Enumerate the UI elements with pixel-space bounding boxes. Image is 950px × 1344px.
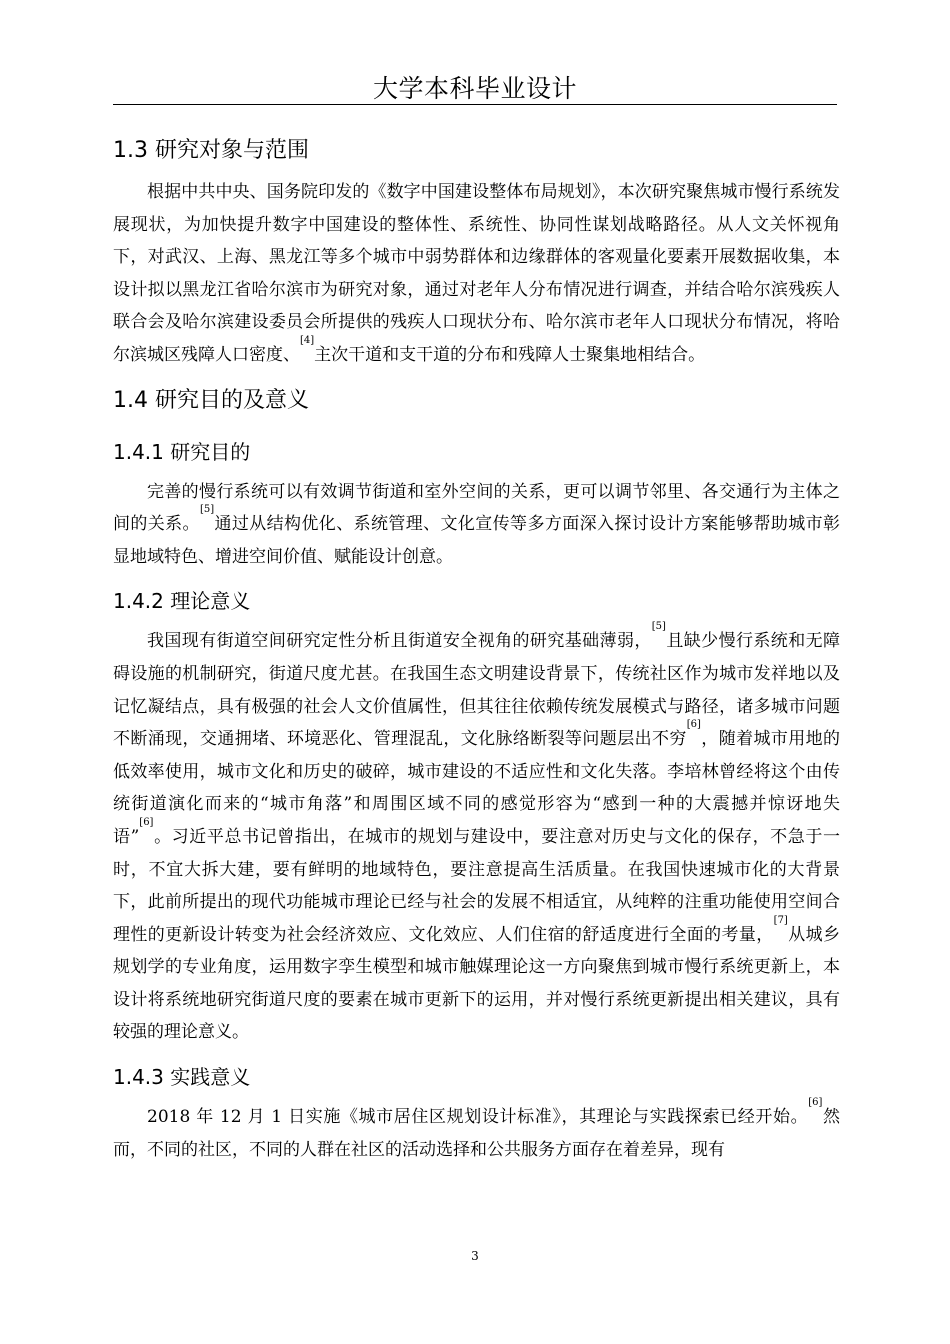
header-rule <box>113 104 837 105</box>
citation-ref[interactable]: [7] <box>773 914 788 926</box>
paragraph-theoretical-significance: 我国现有街道空间研究定性分析且街道安全视角的研究基础薄弱，[5]且缺少慢行系统和无障碍设施的机制研究，街道尺度尤甚。在我国生态文明建设背景下，传统社区作为城市发祥地以及记忆凝结点，具有极强的社会人文价值属性，但其往往依赖传统发展模式与路径，诸多城市问题不断涌现，交通拥堵、环境恶化、管理混乱，文化脉络断裂等问题层出不穷[6]，随着城市用地的低效率使用，城市文化和历史的破碎，城市建设的不适应性和文化失落。李培林曾经将这个由传统街道演化而来的“城市角落”和周围区域不同的感觉形容为“感到一种的大震撼并惊讶地失语”[6]。习近平总书记曾指出，在城市的规划与建设中，要注意对历史与文化的保存，不急于一时，不宜大拆大建，要有鲜明的地域特色，要注意提高生活质量。在我国快速城市化的大背景下，此前所提出的现代功能城市理论已经与社会的发展不相适宜，从纯粹的注重功能使用空间合理性的更新设计转变为社会经济效应、文化效应、人们住宿的舒适度进行全面的考量，[7]从城乡规划学的专业角度，运用数字孪生模型和城市触媒理论这一方向聚焦到城市慢行系统更新上，本设计将系统地研究街道尺度的要素在城市更新下的运用，并对慢行系统更新提出相关建议，具有较强的理论意义。 <box>113 621 841 1043</box>
citation-ref[interactable]: [6] <box>808 1097 823 1109</box>
subsection-heading-1-4-1: 1.4.1 研究目的 <box>113 439 251 464</box>
running-header-title: 大学本科毕业设计 <box>372 74 577 103</box>
subsection-heading-1-4-3: 1.4.3 实践意义 <box>113 1065 251 1090</box>
citation-ref[interactable]: [5] <box>199 504 215 516</box>
citation-ref[interactable]: [6] <box>139 816 154 828</box>
citation-ref[interactable]: [5] <box>651 621 666 633</box>
section-heading-1-4: 1.4 研究目的及意义 <box>113 387 309 413</box>
section-heading-1-3: 1.3 研究对象与范围 <box>113 138 309 163</box>
paragraph-research-purpose: 完善的慢行系统可以有效调节街道和室外空间的关系，更可以调节邻里、各交通行为主体之间的关系。[5]通过从结构优化、系统管理、文化宣传等多方面深入探讨设计方案能够帮助城市彰显地域特色、增进空间价值、赋能设计创意。 <box>113 481 841 567</box>
paragraph-research-object: 根据中共中央、国务院印发的《数字中国建设整体布局规划》，本次研究聚焦城市慢行系统发展现状，为加快提升数字中国建设的整体性、系统性、协同性谋划战略路径。从人文关怀视角下，对武汉、上海、黑龙江等多个城市中弱势群体和边缘群体的客观量化要素开展数据收集，本设计拟以黑龙江省哈尔滨市为研究对象，通过对老年人分布情况进行调查，并结合哈尔滨残疾人联合会及哈尔滨建设委员会所提供的残疾人口现状分布、哈尔滨市老年人口现状分布情况，将哈尔滨城区残障人口密度、[4]主次干道和支干道的分布和残障人士聚集地相结合。 <box>113 182 840 365</box>
subsection-heading-1-4-2: 1.4.2 理论意义 <box>113 589 251 614</box>
page-number: 3 <box>471 1249 479 1263</box>
citation-ref[interactable]: [4] <box>300 334 315 346</box>
page-body <box>113 132 840 1166</box>
paragraph-practical-significance: 2018 年 12 月 1 日实施《城市居住区规划设计标准》，其理论与实践探索已经开始。[6]然而，不同的社区，不同的人群在社区的活动选择和公共服务方面存在着差异，现有 <box>113 1097 840 1160</box>
citation-ref[interactable]: [6] <box>686 719 701 731</box>
